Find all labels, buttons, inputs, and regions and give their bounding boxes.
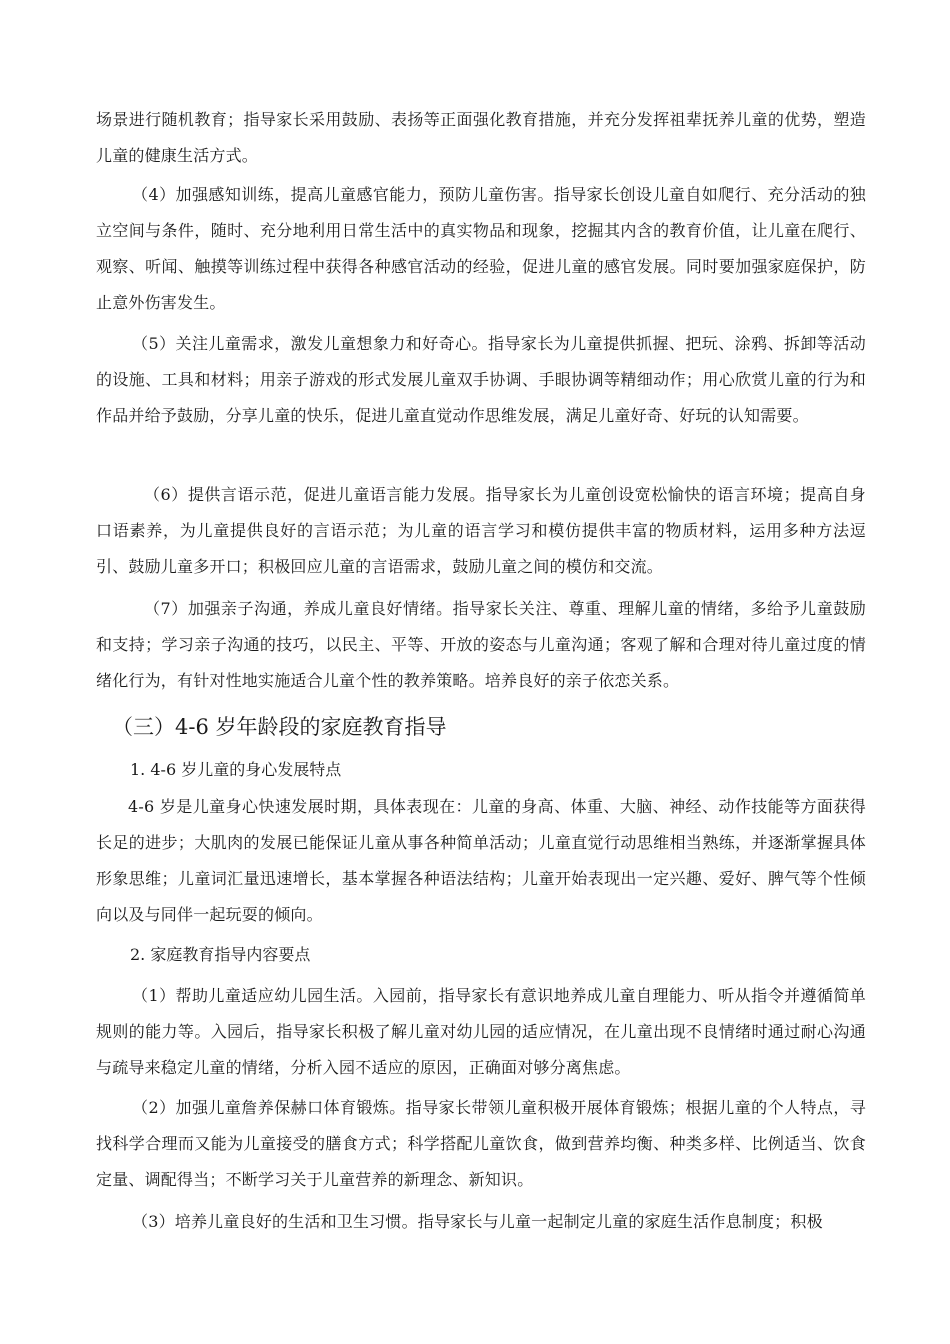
paragraph-guidance-1: （1）帮助儿童适应幼儿园生活。入园前，指导家长有意识地养成儿童自理能力、听从指令并遵循简单规则的能力等。入园后，指导家长积极了解儿童对幼儿园的适应情况，在儿童出现不良情绪时通过耐心沟通与疏导来稳定儿童的情绪，分析入园不适应的原因，正确面对够分离焦虑。: [96, 986, 866, 1077]
subheading-development-traits: 1. 4-6 岁儿童的身心发展特点: [130, 760, 342, 779]
paragraph-item-7: （7）加强亲子沟通，养成儿童良好情绪。指导家长关注、尊重、理解儿童的情绪，多给予儿童鼓励和支持；学习亲子沟通的技巧，以民主、平等、开放的姿态与儿童沟通；客观了解和合理对待儿童过度的情绪化行为，有针对性地实施适合儿童个性的教养策略。培养良好的亲子依恋关系。: [96, 599, 866, 690]
paragraph-item-5: （5）关注儿童需求，激发儿童想象力和好奇心。指导家长为儿童提供抓握、把玩、涂鸦、拆卸等活动的设施、工具和材料；用亲子游戏的形式发展儿童双手协调、手眼协调等精细动作；用心欣赏儿童的行为和作品并给予鼓励，分享儿童的快乐，促进儿童直觉动作思维发展，满足儿童好奇、好玩的认知需要。: [96, 334, 866, 425]
paragraph-development-traits: 4-6 岁是儿童身心快速发展时期，具体表现在：儿童的身高、体重、大脑、神经、动作技能等方面获得长足的进步；大肌肉的发展已能保证儿童从事各种简单活动；儿童直觉行动思维相当熟练，并逐渐掌握具体形象思维；儿童词汇量迅速增长，基本掌握各种语法结构；儿童开始表现出一定兴趣、爱好、脾气等个性倾向以及与同伴一起玩耍的倾向。: [96, 797, 866, 924]
paragraph-guidance-2: （2）加强儿童詹养保赫口体育锻炼。指导家长带领儿童积极开展体育锻炼；根据儿童的个人特点，寻找科学合理而又能为儿童接受的膳食方式；科学搭配儿童饮食，做到营养均衡、种类多样、比例适当、饮食定量、调配得当；不断学习关于儿童营养的新理念、新知识。: [96, 1098, 866, 1189]
paragraph-guidance-3: （3）培养儿童良好的生活和卫生习惯。指导家长与儿童一起制定儿童的家庭生活作息制度；积极: [132, 1212, 823, 1231]
paragraph-item-6: （6）提供言语示范，促进儿童语言能力发展。指导家长为儿童创设宽松愉快的语言环境；提高自身口语素养，为儿童提供良好的言语示范；为儿童的语言学习和模仿提供丰富的物质材料，运用多种方法逗引、鼓励儿童多开口；积极回应儿童的言语需求，鼓励儿童之间的模仿和交流。: [96, 485, 866, 576]
subheading-guidance-points: 2. 家庭教育指导内容要点: [130, 945, 311, 964]
section-heading: （三）4-6 岁年龄段的家庭教育指导: [112, 715, 447, 739]
paragraph-continuation: 场景进行随机教育；指导家长采用鼓励、表扬等正面强化教育措施，并充分发挥祖辈抚养儿童的优势，塑造儿童的健康生活方式。: [96, 110, 866, 165]
paragraph-item-4: （4）加强感知训练，提高儿童感官能力，预防儿童伤害。指导家长创设儿童自如爬行、充分活动的独立空间与条件，随时、充分地利用日常生活中的真实物品和现象，挖掘其内含的教育价值，让儿童在爬行、观察、听闻、触摸等训练过程中获得各种感官活动的经验，促进儿童的感官发展。同时要加强家庭保护，防止意外伤害发生。: [96, 185, 866, 312]
